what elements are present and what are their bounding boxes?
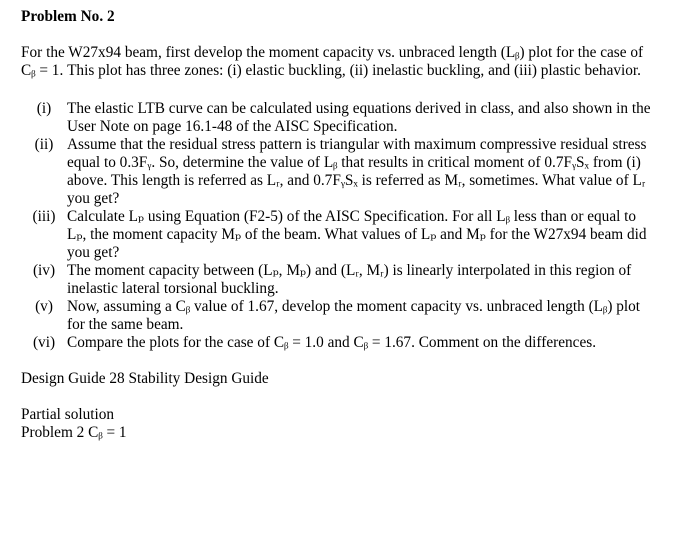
list-item bbox=[21, 262, 661, 298]
item-number: (iii) bbox=[32, 208, 56, 225]
design-guide-reference: Design Guide 28 Stability Design Guide bbox=[21, 370, 269, 387]
item-text: Assume that the residual stress pattern is triangular with maximum compressive residual stress equal to 0.3Fᵧ. So, determine the value of Lᵦ that results in critical moment of 0.7FᵧSₓ from (i) above. This length is referred as Lᵣ, and 0.7FᵧSₓ is referred as Mᵣ, sometimes. What value of Lᵣ you get? bbox=[67, 136, 647, 207]
item-text: The elastic LTB curve can be calculated using equations derived in class, and also shown in the User Note on page 16.1-48 of the AISC Specification. bbox=[67, 100, 651, 135]
item-number: (iv) bbox=[32, 262, 56, 279]
partial-solution-subtitle: Problem 2 Cᵦ = 1 bbox=[21, 424, 127, 441]
item-text: Compare the plots for the case of Cᵦ = 1.0 and Cᵦ = 1.67. Comment on the differences. bbox=[67, 334, 597, 351]
list-item bbox=[21, 208, 661, 262]
list-item bbox=[21, 136, 661, 208]
item-number: (v) bbox=[35, 298, 53, 315]
item-text: Now, assuming a Cᵦ value of 1.67, develop the moment capacity vs. unbraced length (Lᵦ) plot for the same beam. bbox=[67, 298, 641, 333]
list-item bbox=[21, 334, 661, 352]
item-number: (i) bbox=[36, 100, 52, 117]
document-page bbox=[21, 8, 661, 442]
item-text: Calculate Lₚ using Equation (F2-5) of the AISC Specification. For all Lᵦ less than or equal to Lₚ, the moment capacity Mₚ of the beam. What values of Lₚ and Mₚ for the W27x94 beam did you get? bbox=[67, 208, 647, 261]
list-item bbox=[21, 298, 661, 334]
item-number: (vi) bbox=[32, 334, 56, 351]
list-item bbox=[21, 100, 661, 136]
item-text: The moment capacity between (Lₚ, Mₚ) and (Lᵣ, Mᵣ) is linearly interpolated in this region of inelastic lateral torsional buckling. bbox=[67, 262, 632, 297]
task-list bbox=[21, 100, 661, 352]
problem-intro: For the W27x94 beam, first develop the moment capacity vs. unbraced length (Lᵦ) plot for the case of Cᵦ = 1. This plot has three zones: (i) elastic buckling, (ii) inelastic buckling, and (iii) plastic behavior. bbox=[21, 44, 644, 79]
partial-solution-label: Partial solution bbox=[21, 406, 115, 423]
problem-title: Problem No. 2 bbox=[21, 8, 115, 25]
item-number: (ii) bbox=[34, 136, 54, 153]
